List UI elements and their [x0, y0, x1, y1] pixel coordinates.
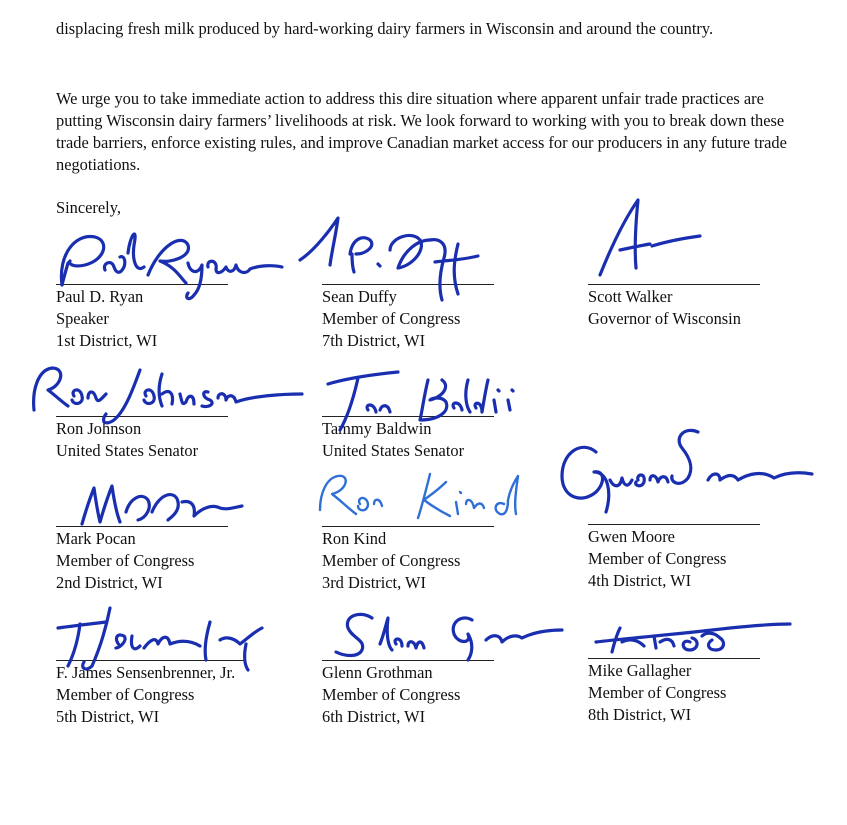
signatory-name: Ron Johnson	[56, 419, 142, 438]
signatory-title: Member of Congress	[588, 549, 727, 568]
signatory-name: Glenn Grothman	[322, 663, 433, 682]
signatory-title: Speaker	[56, 309, 109, 328]
signatory-name: Tammy Baldwin	[322, 419, 432, 438]
letter-closing: Sincerely,	[56, 198, 121, 217]
signatory-title: Member of Congress	[322, 685, 461, 704]
signatory-name: Mike Gallagher	[588, 661, 692, 680]
signatory-district: 6th District, WI	[322, 707, 426, 726]
signatory-name: Gwen Moore	[588, 527, 675, 546]
signature-block-baldwin	[322, 418, 572, 462]
signatory-district: 1st District, WI	[56, 331, 158, 350]
signature-block-duffy	[322, 286, 572, 352]
signatory-district: 8th District, WI	[588, 705, 692, 724]
signatory-name: Sean Duffy	[322, 287, 397, 306]
signatory-district: 3rd District, WI	[322, 573, 426, 592]
signatory-district: 5th District, WI	[56, 707, 160, 726]
signatory-title: Member of Congress	[56, 685, 195, 704]
signature-block-walker	[588, 286, 838, 330]
signatory-title: Governor of Wisconsin	[588, 309, 741, 328]
signatory-title: United States Senator	[322, 441, 465, 460]
signature-grothman	[322, 604, 572, 664]
signature-block-pocan	[56, 528, 306, 594]
signature-block-ryan	[56, 286, 306, 352]
signature-block-sensenbrenner	[56, 662, 306, 728]
letter-paragraph-1: displacing fresh milk produced by hard-working dairy farmers in Wisconsin and around the country.	[56, 19, 714, 38]
signature-block-kind	[322, 528, 572, 594]
signatory-title: Member of Congress	[56, 551, 195, 570]
signature-kind	[308, 460, 538, 530]
signatory-district: 4th District, WI	[588, 571, 692, 590]
signature-block-grothman	[322, 662, 572, 728]
signatory-title: United States Senator	[56, 441, 199, 460]
signatory-district: 7th District, WI	[322, 331, 426, 350]
signatory-name: Scott Walker	[588, 287, 673, 306]
signature-walker	[590, 190, 740, 285]
signature-block-johnson	[56, 418, 306, 462]
signatory-name: Paul D. Ryan	[56, 287, 144, 306]
signatory-name: F. James Sensenbrenner, Jr.	[56, 663, 236, 682]
signatory-title: Member of Congress	[322, 551, 461, 570]
signatory-name: Ron Kind	[322, 529, 387, 548]
signature-moore	[548, 422, 823, 532]
signature-block-moore	[588, 526, 838, 592]
letter-paragraph-2: We urge you to take immediate action to address this dire situation where apparent unfair trade practices are putting Wisconsin dairy farmers’ livelihoods at risk. We look forward to working with you to break down these trade barriers, enforce existing rules, and improve Canadian market access for our producers in any future trade negotiations.	[56, 89, 787, 174]
signatory-district: 2nd District, WI	[56, 573, 163, 592]
signatory-title: Member of Congress	[588, 683, 727, 702]
signature-block-gallagher	[588, 660, 838, 726]
signatory-title: Member of Congress	[322, 309, 461, 328]
signatory-name: Mark Pocan	[56, 529, 136, 548]
signature-gallagher	[590, 612, 800, 657]
